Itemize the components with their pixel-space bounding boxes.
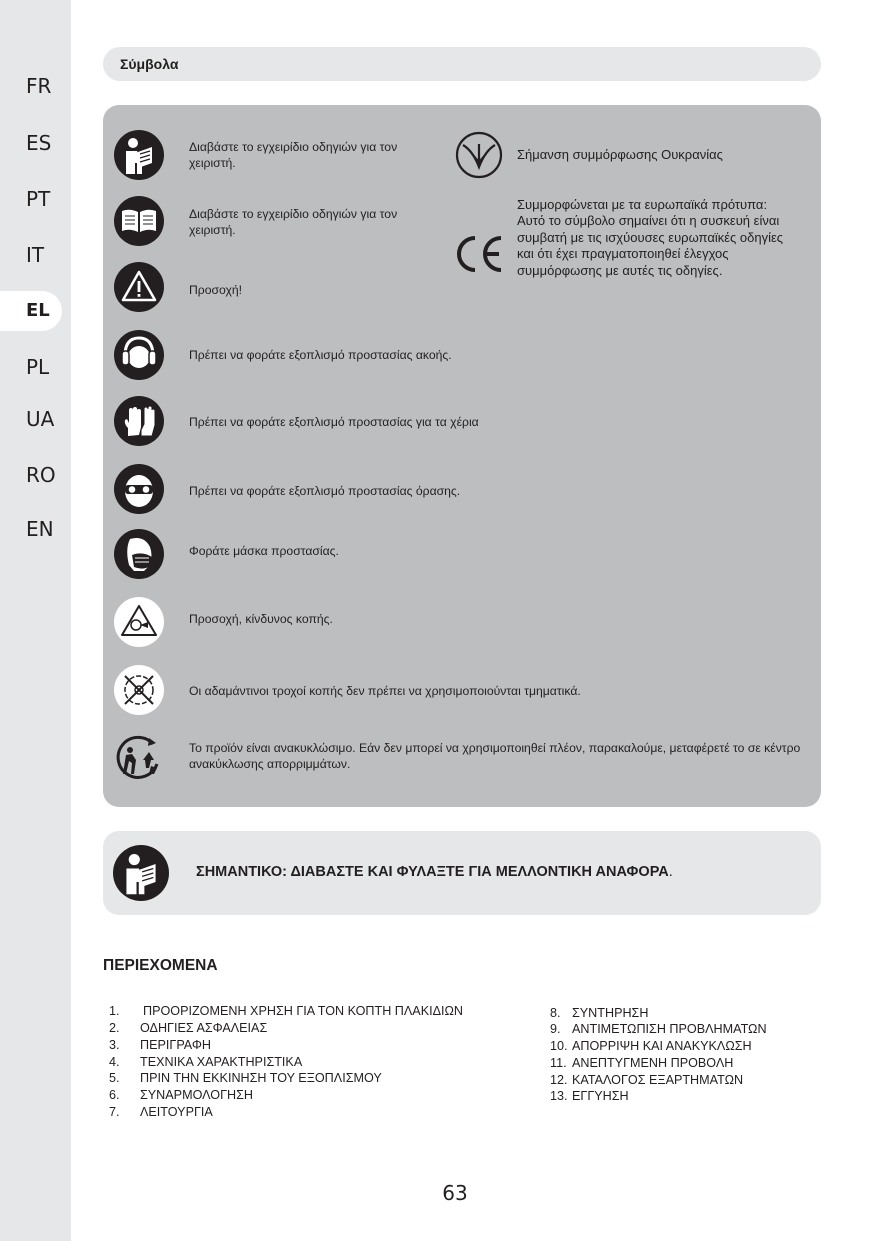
ear-protection-icon bbox=[114, 330, 164, 380]
lang-tab-pl[interactable]: PL bbox=[26, 355, 50, 379]
lang-tab-ro[interactable]: RO bbox=[26, 463, 56, 487]
language-sidebar bbox=[0, 0, 71, 1241]
lang-tab-es[interactable]: ES bbox=[26, 131, 52, 155]
symbol-text-open-book: Διαβάστε το εγχειρίδιο οδηγιών για τον χειριστή. bbox=[189, 207, 398, 237]
ukraine-conformity-icon bbox=[454, 130, 504, 180]
toc-item[interactable]: 9. ΑΝΤΙΜΕΤΩΠΙΣΗ ΠΡΟΒΛΗΜΑΤΩΝ bbox=[550, 1022, 767, 1036]
lang-tab-it[interactable]: IT bbox=[26, 243, 45, 267]
eye-protection-icon bbox=[114, 464, 164, 514]
lang-tab-fr[interactable]: FR bbox=[26, 74, 52, 98]
page-number: 63 bbox=[442, 1181, 468, 1205]
symbol-text-eye-protection: Πρέπει να φοράτε εξοπλισμό προστασίας όρασης. bbox=[189, 484, 461, 498]
toc-item[interactable]: 12. ΚΑΤΑΛΟΓΟΣ ΕΞΑΡΤΗΜΑΤΩΝ bbox=[550, 1073, 744, 1087]
section-title: Σύμβολα bbox=[103, 47, 821, 81]
symbol-text-recycle: Το προϊόν είναι ανακυκλώσιμο. Εάν δεν μπορεί να χρησιμοποιηθεί πλέον, παρακαλούμε, μεταφέρετέ το σε κέντρο ανακύκλωσης απορριμμάτων. bbox=[189, 741, 801, 771]
toc-title: ΠΕΡΙΕΧΟΜΕΝΑ bbox=[103, 957, 218, 974]
symbol-text-ce-mark: Συμμορφώνεται με τα ευρωπαϊκά πρότυπα: Αυτό το σύμβολο σημαίνει ότι η συσκευή είναι συμβατή με τις ισχύουσες ευρωπαϊκές οδηγίες και ότι έχει πραγματοποιηθεί έλεγχος συμμόρφωσης με αυτές τις οδηγίες. bbox=[517, 197, 784, 278]
lang-tab-ua[interactable]: UA bbox=[26, 407, 55, 431]
symbol-text-cut-hazard: Προσοχή, κίνδυνος κοπής. bbox=[189, 612, 333, 626]
symbol-text-no-segmented-blade: Οι αδαμάντινοι τροχοί κοπής δεν πρέπει να χρησιμοποιούνται τμηματικά. bbox=[189, 684, 581, 698]
warning-triangle-icon bbox=[114, 262, 164, 312]
symbol-text-ukraine-conformity: Σήμανση συμμόρφωσης Ουκρανίας bbox=[517, 147, 723, 162]
gloves-icon bbox=[114, 396, 164, 446]
ce-mark-icon bbox=[451, 232, 505, 276]
toc-item[interactable]: 10. ΑΠΟΡΡΙΨΗ ΚΑΙ ΑΝΑΚΥΚΛΩΣΗ bbox=[550, 1039, 752, 1053]
symbol-text-dust-mask: Φοράτε μάσκα προστασίας. bbox=[189, 544, 339, 558]
toc-item[interactable]: 13. ΕΓΓΥΗΣΗ bbox=[550, 1089, 629, 1103]
symbol-text-read-manual: Διαβάστε το εγχειρίδιο οδηγιών για τον χειριστή. bbox=[189, 140, 398, 170]
dust-mask-icon bbox=[114, 529, 164, 579]
toc-item[interactable]: 1. ΠΡΟΟΡΙΖΟΜΕΝΗ ΧΡΗΣΗ ΓΙΑ ΤΟΝ ΚΟΠΤΗ ΠΛΑΚΙΔΙΩΝ bbox=[109, 1004, 464, 1018]
open-book-icon bbox=[114, 196, 164, 246]
toc-item[interactable]: 5. ΠΡΙΝ ΤΗΝ ΕΚΚΙΝΗΣΗ ΤΟΥ ΕΞΟΠΛΙΣΜΟΥ bbox=[109, 1071, 382, 1085]
lang-tab-pt[interactable]: PT bbox=[26, 187, 51, 211]
symbol-text-gloves: Πρέπει να φοράτε εξοπλισμό προστασίας για τα χέρια bbox=[189, 415, 479, 429]
symbol-text-ear-protection: Πρέπει να φοράτε εξοπλισμό προστασίας ακοής. bbox=[189, 348, 452, 362]
toc-item[interactable]: 6. ΣΥΝΑΡΜΟΛΟΓΗΣΗ bbox=[109, 1088, 253, 1102]
read-manual-important-icon bbox=[113, 845, 169, 901]
important-notice-text: ΣΗΜΑΝΤΙΚΟ: ΔΙΑΒΑΣΤΕ ΚΑΙ ΦΥΛΑΞΤΕ ΓΙΑ ΜΕΛΛΟΝΤΙΚΗ ΑΝΑΦΟΡΑ. bbox=[196, 864, 673, 880]
toc-item[interactable]: 3. ΠΕΡΙΓΡΑΦΗ bbox=[109, 1038, 211, 1052]
toc-item[interactable]: 7. ΛΕΙΤΟΥΡΓΙΑ bbox=[109, 1105, 213, 1119]
read-manual-person-icon bbox=[114, 130, 164, 180]
toc-item[interactable]: 4. ΤΕΧΝΙΚΑ ΧΑΡΑΚΤΗΡΙΣΤΙΚΑ bbox=[109, 1055, 303, 1069]
symbol-text-warning: Προσοχή! bbox=[189, 283, 243, 297]
toc-item[interactable]: 2. ΟΔΗΓΙΕΣ ΑΣΦΑΛΕΙΑΣ bbox=[109, 1021, 268, 1035]
lang-tab-el-active[interactable]: EL bbox=[0, 291, 62, 331]
lang-tab-en[interactable]: EN bbox=[26, 517, 54, 541]
recycle-person-icon bbox=[113, 730, 165, 782]
toc-item[interactable]: 11. ΑΝΕΠΤΥΓΜΕΝΗ ΠΡΟΒΟΛΗ bbox=[550, 1056, 734, 1070]
toc-item[interactable]: 8. ΣΥΝΤΗΡΗΣΗ bbox=[550, 1006, 649, 1020]
cut-hazard-icon bbox=[114, 597, 164, 647]
no-segmented-blade-icon bbox=[114, 665, 164, 715]
